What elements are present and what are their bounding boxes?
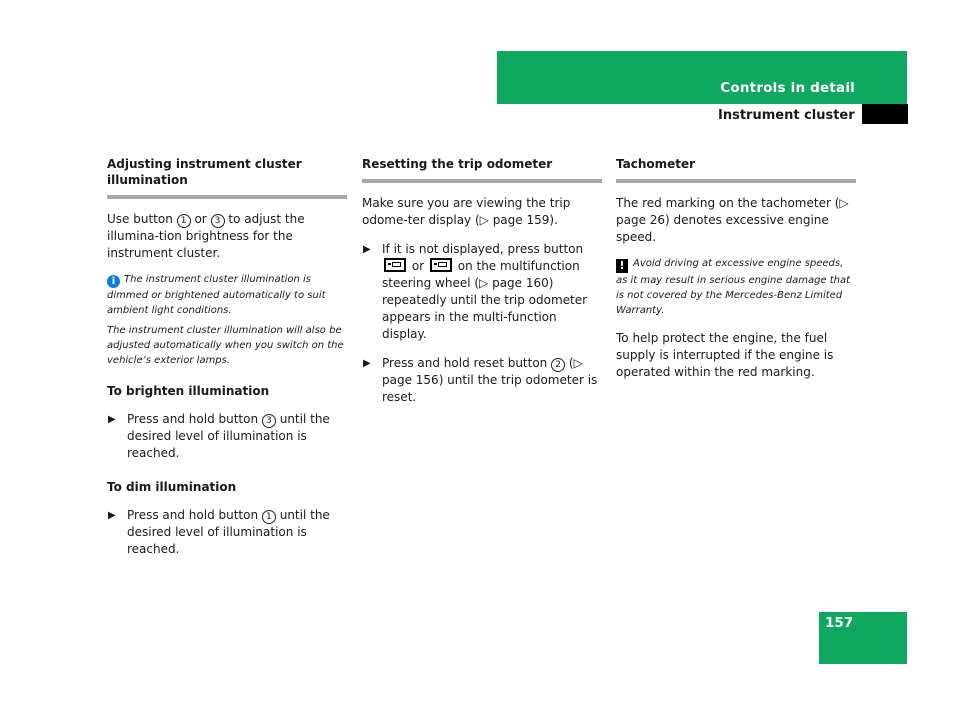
info-note: i The instrument cluster illumination is dimmed or brightened automatically to suit ambient light conditions. The instrument cluster illumination will also be adjusted automatically when you switch on the vehicle’s exterior lamps. [107, 272, 347, 368]
page-number-box [819, 612, 907, 664]
info-icon: i [107, 275, 120, 288]
button-number-badge: 3 [211, 214, 225, 228]
page-number: 157 [825, 615, 854, 631]
column-trip-odometer [362, 156, 602, 406]
display-down-button-icon [430, 258, 452, 272]
list-item: ▶ If it is not displayed, press button or on the multifunction steering wheel (▷ page 160) repeatedly until the trip odometer appears in the multi-function display. [363, 242, 588, 341]
info-note-paragraph: The instrument cluster illumination will also be adjusted automatically when you switch on the vehicle’s exterior lamps. [107, 325, 344, 366]
column-illumination [107, 156, 347, 558]
bullet-arrow-icon: ▶ [363, 244, 371, 255]
heading-tachometer: Tachometer [616, 156, 856, 183]
header-band [497, 51, 907, 104]
bullet-arrow-icon: ▶ [363, 358, 371, 369]
list-item: ▶ Press and hold reset button 2 (▷ page 156) until the trip odometer is reset. [363, 356, 598, 404]
header-tab-marker [862, 104, 908, 124]
list-item: ▶ Press and hold button 1 until the desired level of illumination is reached. [108, 508, 330, 556]
warning-note: ! Avoid driving at excessive engine speeds, as it may result in serious engine damage that is not covered by the Mercedes-Benz Limited Warranty. [616, 258, 851, 316]
bullet-arrow-icon: ▶ [108, 510, 116, 521]
heading-adjusting-illumination: Adjusting instrument cluster illumination [107, 156, 347, 199]
button-number-badge: 1 [177, 214, 191, 228]
column-tachometer [616, 156, 856, 381]
heading-reset-trip-odometer: Resetting the trip odometer [362, 156, 602, 183]
paragraph-tachometer-intro: The red marking on the tachometer (▷ page 26) denotes excessive engine speed. [616, 196, 849, 244]
section-title: Controls in detail [720, 80, 855, 96]
heading-dim: To dim illumination [107, 480, 237, 494]
list-item: ▶ Press and hold button 3 until the desired level of illumination is reached. [108, 412, 330, 460]
paragraph-illumination-intro: Use button 1 or 3 to adjust the illumina-tion brightness for the instrument cluster. [107, 212, 305, 260]
bullet-arrow-icon: ▶ [108, 414, 116, 425]
heading-brighten: To brighten illumination [107, 384, 270, 398]
warning-icon: ! [616, 259, 628, 273]
paragraph-fuel-cutoff: To help protect the engine, the fuel supply is interrupted if the engine is operated within the red marking. [616, 331, 834, 379]
paragraph-trip-intro: Make sure you are viewing the trip odome-ter display (▷ page 159). [362, 196, 571, 227]
subsection-title: Instrument cluster [718, 108, 855, 123]
button-number-badge: 1 [262, 510, 276, 524]
button-number-badge: 3 [262, 414, 276, 428]
display-up-button-icon [384, 258, 406, 272]
button-number-badge: 2 [551, 358, 565, 372]
